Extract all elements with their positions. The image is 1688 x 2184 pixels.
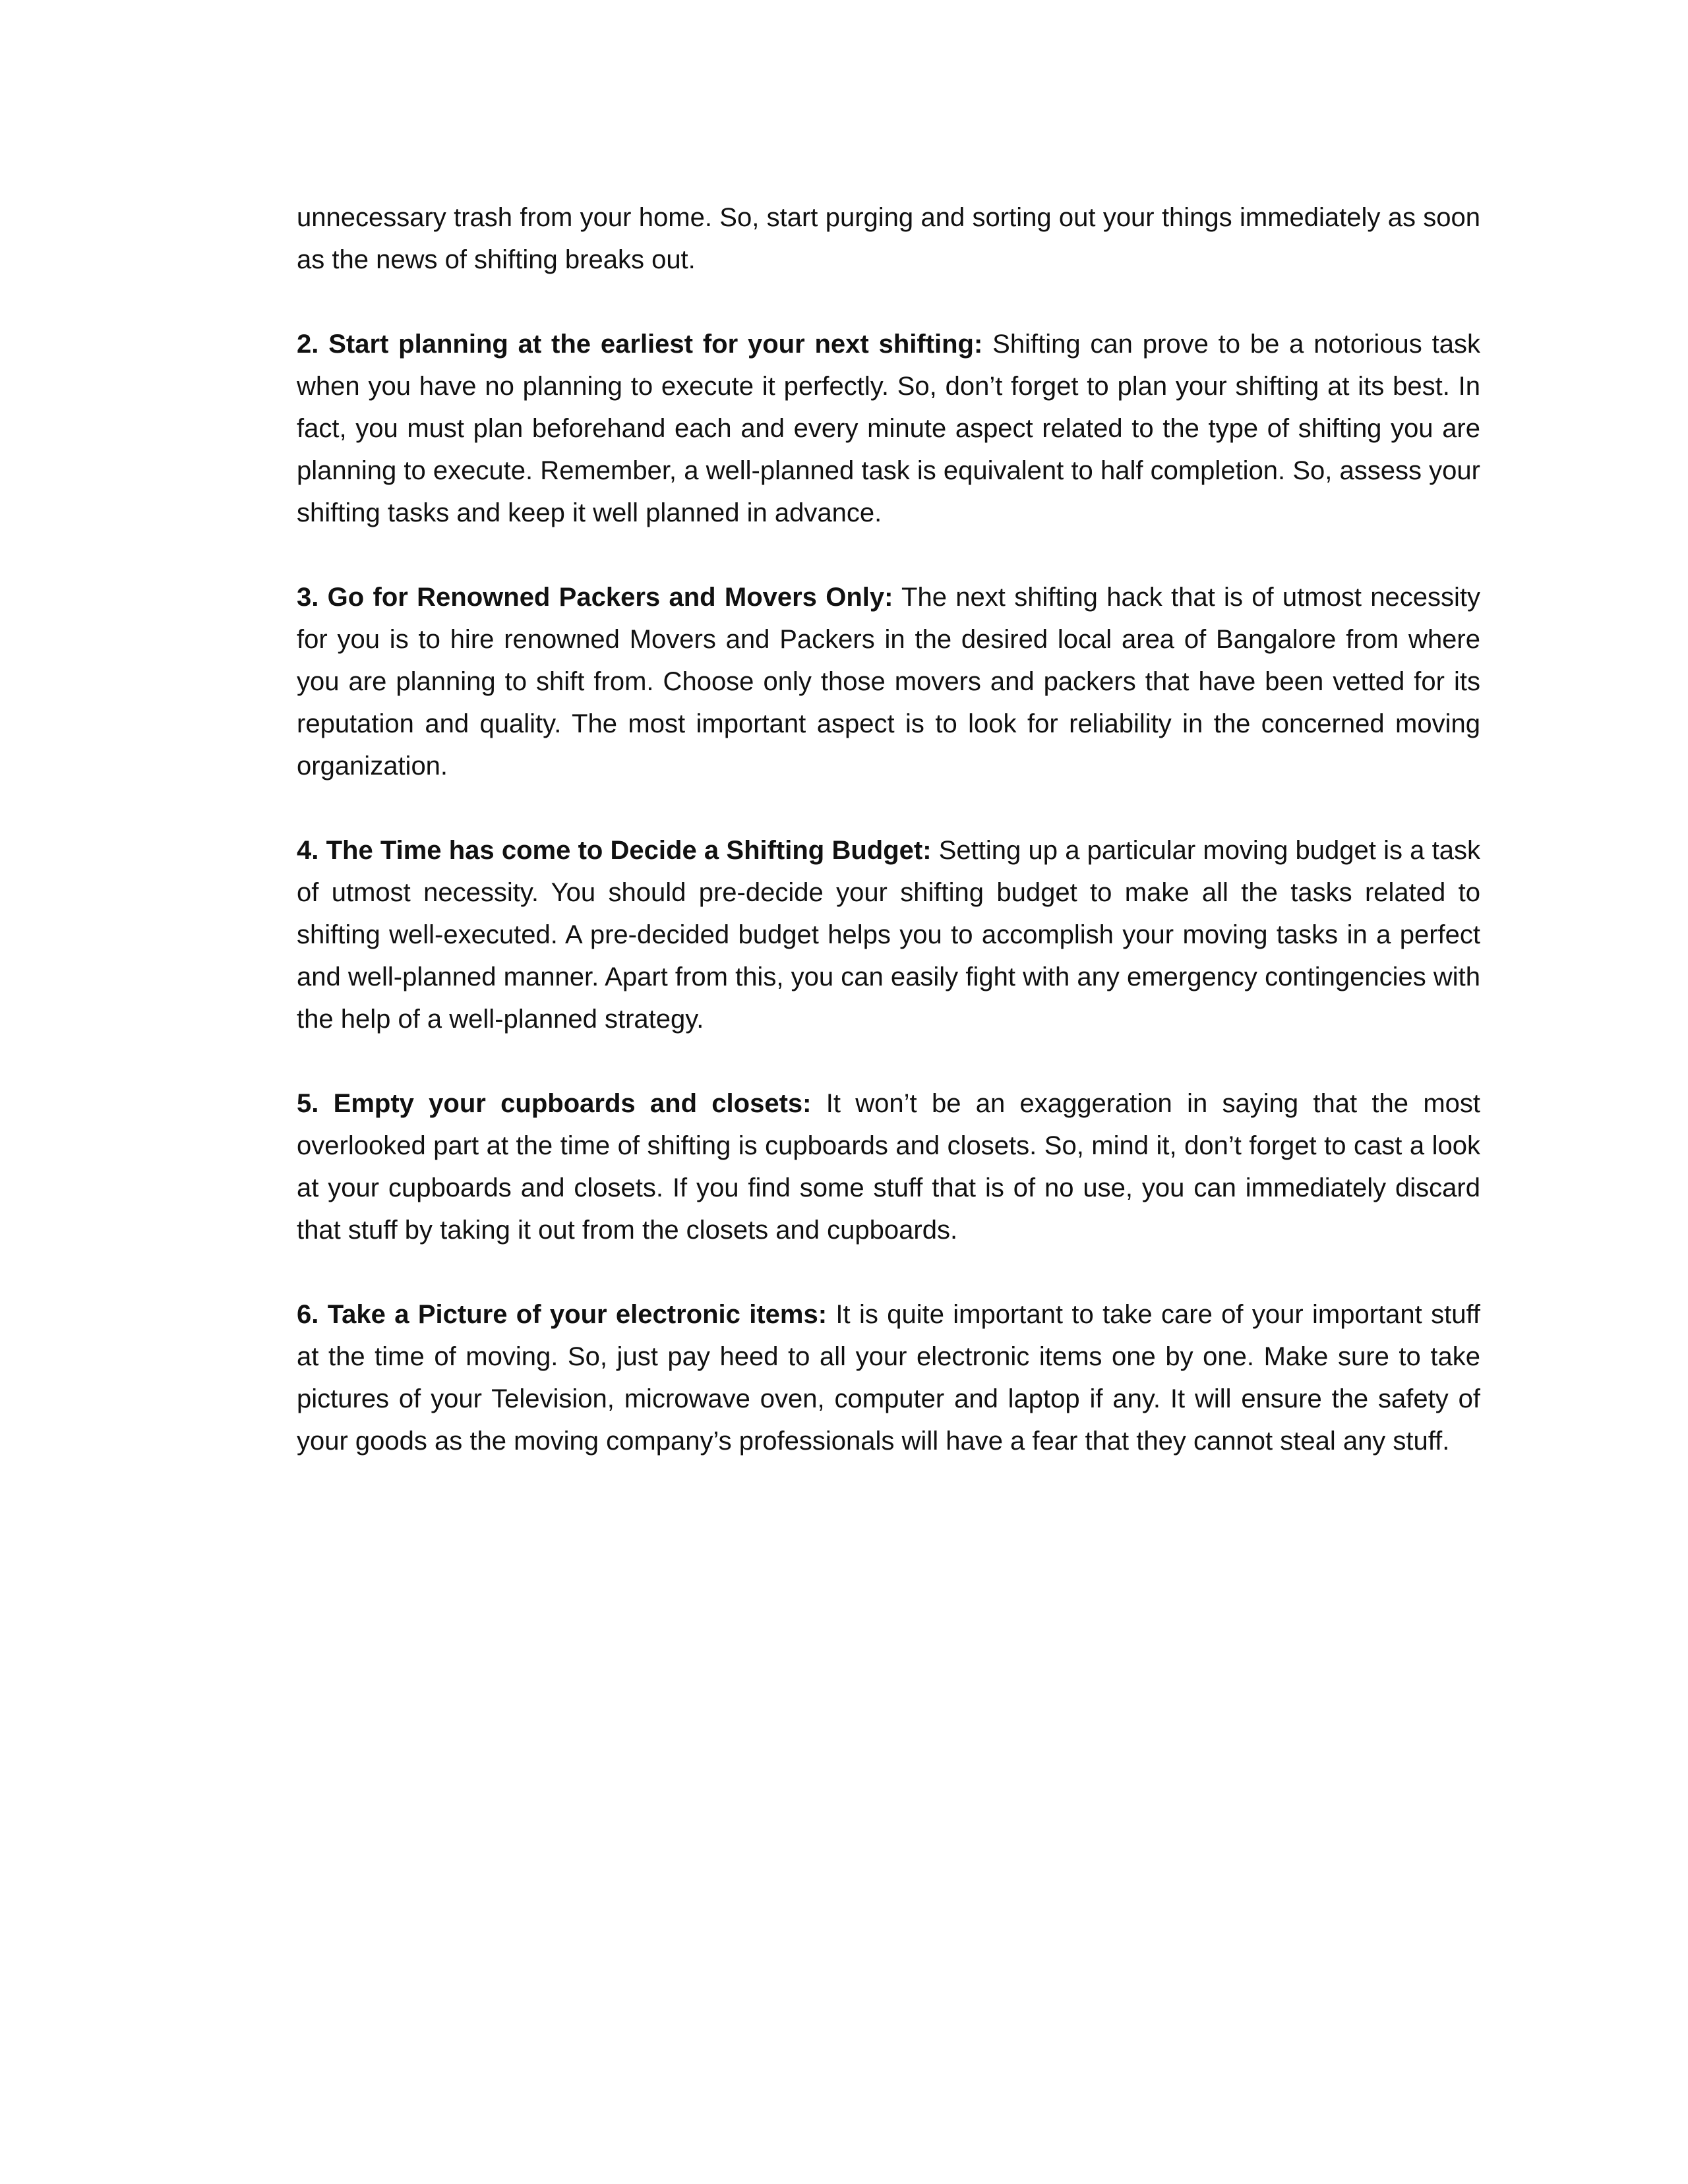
section-heading: 3. Go for Renowned Packers and Movers Only: [297, 583, 893, 612]
section-body: It is quite important to take care of your important stuff at the time of moving. So, just pay heed to all your electronic items one by one. Make sure to take pictures of your Television, microwave oven, computer and laptop if any. It will ensure the safety of your goods as the moving company’s professionals will have a fear that they cannot steal any stuff. [297, 1300, 1480, 1456]
section-body: Setting up a particular moving budget is a task of utmost necessity. You should pre-decide your shifting budget to make all the tasks related to shifting well-executed. A pre-decided budget helps you to accomplish your moving tasks in a perfect and well-planned manner. Apart from this, you can easily fight with any emergency contingencies with the help of a well-planned strategy. [297, 836, 1480, 1034]
section-heading: 2. Start planning at the earliest for your next shifting: [297, 330, 983, 359]
section-packers-movers [297, 576, 1480, 787]
section-heading: 6. Take a Picture of your electronic items: [297, 1300, 828, 1329]
section-body: It won’t be an exaggeration in saying that the most overlooked part at the time of shifting is cupboards and closets. So, mind it, don’t forget to cast a look at your cupboards and closets. If you find some stuff that is of no use, you can immediately discard that stuff by taking it out from the closets and cupboards. [297, 1089, 1480, 1245]
section-body: The next shifting hack that is of utmost necessity for you is to hire renowned Movers and Packers in the desired local area of Bangalore from where you are planning to shift from. Choose only those movers and packers that have been vetted for its reputation and quality. The most important aspect is to look for reliability in the concerned moving organization. [297, 583, 1480, 781]
section-cupboards [297, 1082, 1480, 1251]
section-electronics [297, 1293, 1480, 1462]
section-budget [297, 829, 1480, 1040]
section-body: Shifting can prove to be a notorious task when you have no planning to execute it perfectly. So, don’t forget to plan your shifting at its best. In fact, you must plan beforehand each and every minute aspect related to the type of shifting you are planning to execute. Remember, a well-planned task is equivalent to half completion. So, assess your shifting tasks and keep it well planned in advance. [297, 330, 1481, 527]
section-heading: 5. Empty your cupboards and closets: [297, 1089, 812, 1118]
section-planning [297, 323, 1480, 534]
intro-paragraph: unnecessary trash from your home. So, start purging and sorting out your things immediately as soon as the news of shifting breaks out. [297, 203, 1480, 274]
section-heading: 4. The Time has come to Decide a Shifting Budget: [297, 836, 932, 865]
document-page [297, 196, 1480, 1504]
